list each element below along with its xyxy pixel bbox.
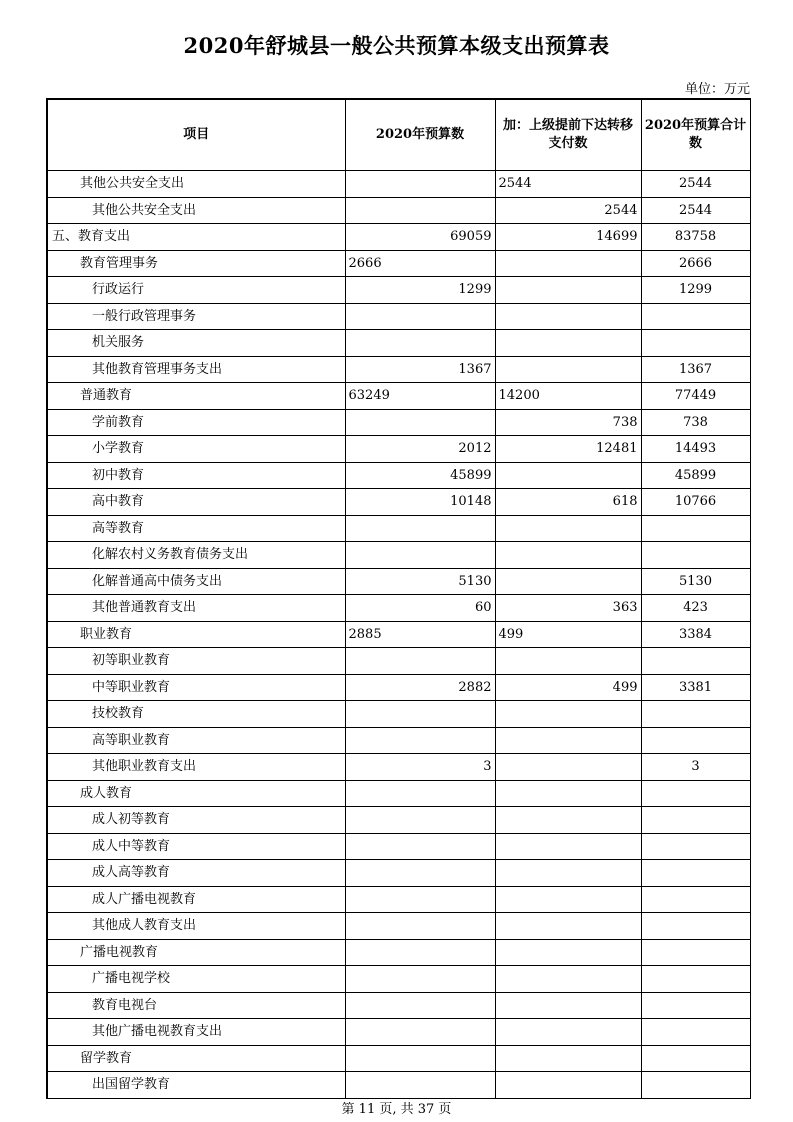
row-total: 83758 [641,224,750,251]
row-item-name: 出国留学教育 [47,1072,345,1099]
row-total [641,992,750,1019]
row-budget [345,197,495,224]
row-budget [345,860,495,887]
row-total [641,648,750,675]
row-item-name: 其他公共安全支出 [47,197,345,224]
row-total: 2544 [641,197,750,224]
table-row [47,966,750,993]
table-row [47,250,750,277]
row-transfer [495,303,641,330]
row-budget: 2885 [345,621,495,648]
page-footer: 第 11 页, 共 37 页 [341,1102,452,1117]
row-item-name: 一般行政管理事务 [47,303,345,330]
header-transfer: 加：上级提前下达转移支付数 [495,99,641,171]
table-row [47,409,750,436]
row-total [641,701,750,728]
row-budget [345,807,495,834]
table-row [47,542,750,569]
row-transfer: 2544 [495,197,641,224]
table-row [47,436,750,463]
row-total [641,1045,750,1072]
table-row [47,939,750,966]
table-row [47,1045,750,1072]
row-item-name: 初等职业教育 [47,648,345,675]
row-item-name: 技校教育 [47,701,345,728]
row-transfer [495,807,641,834]
row-total [641,542,750,569]
row-total: 738 [641,409,750,436]
row-budget: 45899 [345,462,495,489]
row-total: 10766 [641,489,750,516]
row-item-name: 其他广播电视教育支出 [47,1019,345,1046]
table-row [47,913,750,940]
row-transfer [495,860,641,887]
row-total [641,330,750,357]
row-total: 423 [641,595,750,622]
row-transfer [495,727,641,754]
row-budget [345,409,495,436]
row-transfer: 499 [495,621,641,648]
row-total [641,515,750,542]
row-budget [345,966,495,993]
row-budget [345,992,495,1019]
row-total: 2666 [641,250,750,277]
row-transfer [495,701,641,728]
row-item-name: 成人中等教育 [47,833,345,860]
table-row [47,462,750,489]
row-total [641,886,750,913]
row-total: 3384 [641,621,750,648]
row-budget [345,515,495,542]
row-budget: 63249 [345,383,495,410]
row-budget [345,727,495,754]
table-row [47,489,750,516]
row-item-name: 其他公共安全支出 [47,171,345,198]
row-budget [345,303,495,330]
row-total: 1367 [641,356,750,383]
row-budget [345,833,495,860]
row-transfer [495,966,641,993]
row-total [641,860,750,887]
table-row [47,356,750,383]
table-row [47,303,750,330]
table-row [47,277,750,304]
row-transfer [495,250,641,277]
row-item-name: 其他职业教育支出 [47,754,345,781]
row-budget: 2882 [345,674,495,701]
row-budget [345,701,495,728]
row-transfer: 618 [495,489,641,516]
row-transfer: 14699 [495,224,641,251]
row-transfer [495,356,641,383]
table-row [47,171,750,198]
row-item-name: 初中教育 [47,462,345,489]
table-row [47,383,750,410]
row-transfer [495,939,641,966]
row-total [641,1019,750,1046]
row-item-name: 化解普通高中债务支出 [47,568,345,595]
row-transfer [495,568,641,595]
row-item-name: 小学教育 [47,436,345,463]
table-body [47,171,750,1099]
table-row [47,701,750,728]
row-item-name: 学前教育 [47,409,345,436]
row-item-name: 成人教育 [47,780,345,807]
table-row [47,674,750,701]
page-title: 2020年舒城县一般公共预算本级支出预算表 [183,33,610,58]
row-transfer [495,1019,641,1046]
row-budget: 5130 [345,568,495,595]
table-row [47,1019,750,1046]
row-item-name: 成人广播电视教育 [47,886,345,913]
row-item-name: 成人高等教育 [47,860,345,887]
header-item: 项目 [47,99,345,171]
row-budget [345,648,495,675]
row-item-name: 广播电视教育 [47,939,345,966]
row-total: 5130 [641,568,750,595]
row-transfer: 363 [495,595,641,622]
budget-table [46,98,751,1099]
table-row [47,860,750,887]
row-item-name: 成人初等教育 [47,807,345,834]
row-total [641,913,750,940]
row-total: 77449 [641,383,750,410]
row-budget [345,939,495,966]
row-total: 1299 [641,277,750,304]
table-row [47,727,750,754]
row-transfer [495,1045,641,1072]
row-total: 3381 [641,674,750,701]
row-total [641,939,750,966]
row-total: 45899 [641,462,750,489]
row-transfer [495,515,641,542]
table-row [47,1072,750,1099]
row-budget [345,780,495,807]
row-budget: 10148 [345,489,495,516]
table-row [47,197,750,224]
row-transfer [495,542,641,569]
table-row [47,515,750,542]
row-item-name: 行政运行 [47,277,345,304]
row-transfer: 12481 [495,436,641,463]
header-total: 2020年预算合计数 [641,99,750,171]
table-row [47,833,750,860]
row-item-name: 五、教育支出 [47,224,345,251]
table-row [47,595,750,622]
row-item-name: 教育管理事务 [47,250,345,277]
row-transfer [495,992,641,1019]
row-total [641,1072,750,1099]
row-transfer [495,886,641,913]
row-transfer [495,833,641,860]
row-item-name: 其他教育管理事务支出 [47,356,345,383]
row-total: 2544 [641,171,750,198]
row-budget [345,171,495,198]
row-transfer [495,780,641,807]
row-budget: 69059 [345,224,495,251]
row-transfer [495,648,641,675]
table-row [47,330,750,357]
row-item-name: 化解农村义务教育债务支出 [47,542,345,569]
row-budget [345,542,495,569]
row-total [641,780,750,807]
row-total [641,303,750,330]
row-transfer: 738 [495,409,641,436]
row-item-name: 职业教育 [47,621,345,648]
row-transfer: 2544 [495,171,641,198]
row-transfer: 499 [495,674,641,701]
row-transfer [495,462,641,489]
row-budget [345,1072,495,1099]
table-row [47,648,750,675]
table-row [47,807,750,834]
row-item-name: 普通教育 [47,383,345,410]
row-item-name: 广播电视学校 [47,966,345,993]
header-budget: 2020年预算数 [345,99,495,171]
unit-label: 单位：万元 [684,82,750,97]
row-transfer [495,913,641,940]
row-transfer [495,330,641,357]
table-row [47,754,750,781]
row-budget [345,330,495,357]
row-budget [345,913,495,940]
row-transfer [495,277,641,304]
row-item-name: 留学教育 [47,1045,345,1072]
row-budget: 1299 [345,277,495,304]
table-row [47,224,750,251]
row-budget: 2012 [345,436,495,463]
row-total [641,833,750,860]
row-item-name: 高等职业教育 [47,727,345,754]
row-item-name: 其他成人教育支出 [47,913,345,940]
table-header-row [47,99,750,171]
row-item-name: 教育电视台 [47,992,345,1019]
row-budget: 60 [345,595,495,622]
row-budget: 1367 [345,356,495,383]
table-row [47,568,750,595]
row-budget: 3 [345,754,495,781]
row-total [641,966,750,993]
row-budget: 2666 [345,250,495,277]
row-budget [345,1019,495,1046]
row-total: 14493 [641,436,750,463]
row-item-name: 高等教育 [47,515,345,542]
table-row [47,621,750,648]
row-budget [345,886,495,913]
row-budget [345,1045,495,1072]
row-transfer [495,754,641,781]
row-item-name: 中等职业教育 [47,674,345,701]
row-item-name: 机关服务 [47,330,345,357]
table-row [47,886,750,913]
row-item-name: 高中教育 [47,489,345,516]
row-total: 3 [641,754,750,781]
table-row [47,992,750,1019]
table-row [47,780,750,807]
row-transfer: 14200 [495,383,641,410]
row-item-name: 其他普通教育支出 [47,595,345,622]
row-total [641,807,750,834]
row-transfer [495,1072,641,1099]
row-total [641,727,750,754]
